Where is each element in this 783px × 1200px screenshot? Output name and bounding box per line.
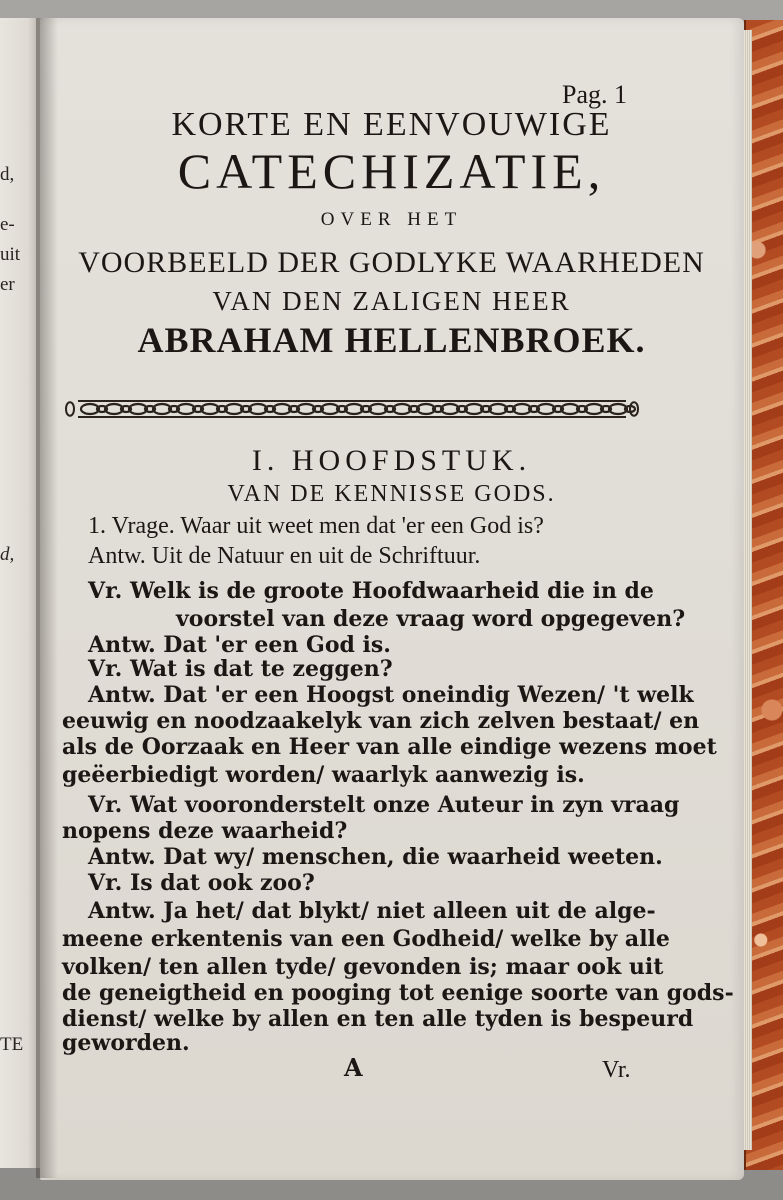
chapter-heading: I. HOOFDSTUK. <box>251 444 532 477</box>
text-line: Antw. Dat 'er een Hoogst oneindig Wezen/ 't welk <box>88 682 694 708</box>
left-page-fragment: e- <box>0 214 15 235</box>
left-page-fragment: er <box>0 274 15 295</box>
left-page-fragment: uit <box>0 244 21 265</box>
text-line: Vr. Wat is dat te zeggen? <box>88 656 393 682</box>
text-line: Vr. Wat vooronderstelt onze Auteur in zyn vraag <box>88 792 680 818</box>
left-page-fragment: TE <box>0 1034 24 1055</box>
chapter-subheading: VAN DE KENNISSE GODS. <box>227 481 556 507</box>
catchword: Vr. <box>602 1057 631 1083</box>
text-line: Antw. Ja het/ dat blykt/ niet alleen uit de alge- <box>88 898 656 924</box>
text-line: Antw. Dat wy/ menschen, die waarheid weeten. <box>88 844 663 870</box>
signature-mark: A <box>344 1053 363 1082</box>
text-line: Antw. Dat 'er een God is. <box>88 632 391 658</box>
text-line: eeuwig en noodzaakelyk van zich zelven bestaat/ en <box>62 708 700 734</box>
left-page-fragment: d, <box>0 164 15 185</box>
text-line: voorstel van deze vraag word opgegeven? <box>176 606 686 632</box>
text-line: Antw. Uit de Natuur en uit de Schriftuur. <box>88 543 481 569</box>
text-line: meene erkentenis van een Godheid/ welke by alle <box>62 926 670 952</box>
title-over: OVER HET <box>320 209 463 230</box>
text-line: Vr. Welk is de groote Hoofdwaarheid die in de <box>88 578 654 604</box>
title-main: CATECHIZATIE, <box>177 143 606 199</box>
text-line: dienst/ welke by allen en ten alle tyden is bespeurd <box>62 1006 694 1032</box>
text-line: geëerbiedigt worden/ waarlyk aanwezig is. <box>62 762 585 788</box>
ornamental-band <box>62 396 642 422</box>
text-line: als de Oorzaak en Heer van alle eindige wezens moet <box>62 734 717 760</box>
left-page-fragment: d, <box>0 544 15 565</box>
text-line: Vr. Is dat ook zoo? <box>88 870 315 896</box>
text-line: geworden. <box>62 1030 190 1056</box>
text-line: 1. Vrage. Waar uit weet men dat 'er een God is? <box>88 513 544 539</box>
page-number: Pag. 1 <box>562 80 627 109</box>
title-line-5: VAN DEN ZALIGEN HEER <box>212 286 571 316</box>
text-line: nopens deze waarheid? <box>62 818 348 844</box>
title-line-1: KORTE EN EENVOUWIGE <box>171 106 612 143</box>
title-line-4: VOORBEELD DER GODLYKE WAARHEDEN <box>78 246 705 279</box>
text-line: volken/ ten allen tyde/ gevonden is; maar ook uit <box>62 954 664 980</box>
text-line: de geneigtheid en pooging tot eenige soorte van gods- <box>62 980 734 1006</box>
title-author: ABRAHAM HELLENBROEK. <box>137 320 646 360</box>
